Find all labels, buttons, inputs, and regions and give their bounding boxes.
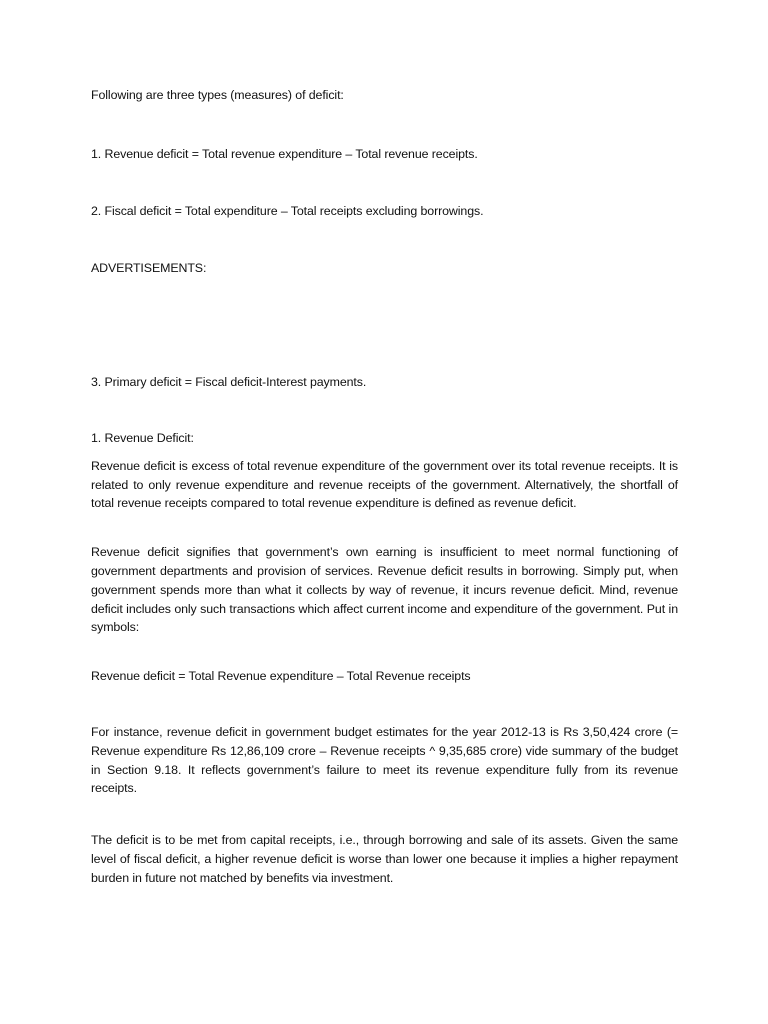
intro-text: Following are three types (measures) of deficit: — [91, 88, 344, 102]
paragraph-definition: Revenue deficit is excess of total revenue expenditure of the government over its total revenue receipts. It is related to only revenue expenditure and revenue receipts of the government. Alternatively, the shortfall of total revenue receipts compared to total revenue expenditure is defined as revenue deficit. — [91, 458, 678, 511]
deficit-item-fiscal: 2. Fiscal deficit = Total expenditure – Total receipts excluding borrowings. — [91, 203, 484, 218]
deficit-item-revenue: 1. Revenue deficit = Total revenue expenditure – Total revenue receipts. — [91, 146, 478, 161]
paragraph-capital-receipts: The deficit is to be met from capital receipts, i.e., through borrowing and sale of its assets. Given the same level of fiscal deficit, a higher revenue deficit is worse than lower one because it implies a higher repayment burden in future not matched by benefits via investment. — [91, 833, 678, 885]
advertisements-label: ADVERTISEMENTS: — [91, 261, 207, 276]
document-page — [91, 86, 678, 888]
formula-revenue-deficit: Revenue deficit = Total Revenue expenditure – Total Revenue receipts — [91, 669, 471, 684]
advertisement-space — [91, 278, 678, 373]
section-heading-revenue-deficit: 1. Revenue Deficit: — [91, 430, 194, 445]
paragraph-significance: Revenue deficit signifies that government’s own earning is insufficient to meet normal functioning of government departments and provision of services. Revenue deficit results in borrowing. Simply put, when government spends more than what it collects by way of revenue, it incurs revenue deficit. Mind, revenue deficit includes only such transactions which affect current income and expenditure of the government. Put in symbols: — [91, 545, 678, 635]
paragraph-example: For instance, revenue deficit in government budget estimates for the year 2012-13 is Rs 3,50,424 crore (= Revenue expenditure Rs 12,86,109 crore – Revenue receipts ^ 9,35,685 crore) vide summary of the budget in Section 9.18. It reflects government’s failure to meet its revenue expenditure fully from its revenue receipts. — [91, 724, 678, 796]
deficit-item-primary: 3. Primary deficit = Fiscal deficit-Interest payments. — [91, 375, 367, 390]
